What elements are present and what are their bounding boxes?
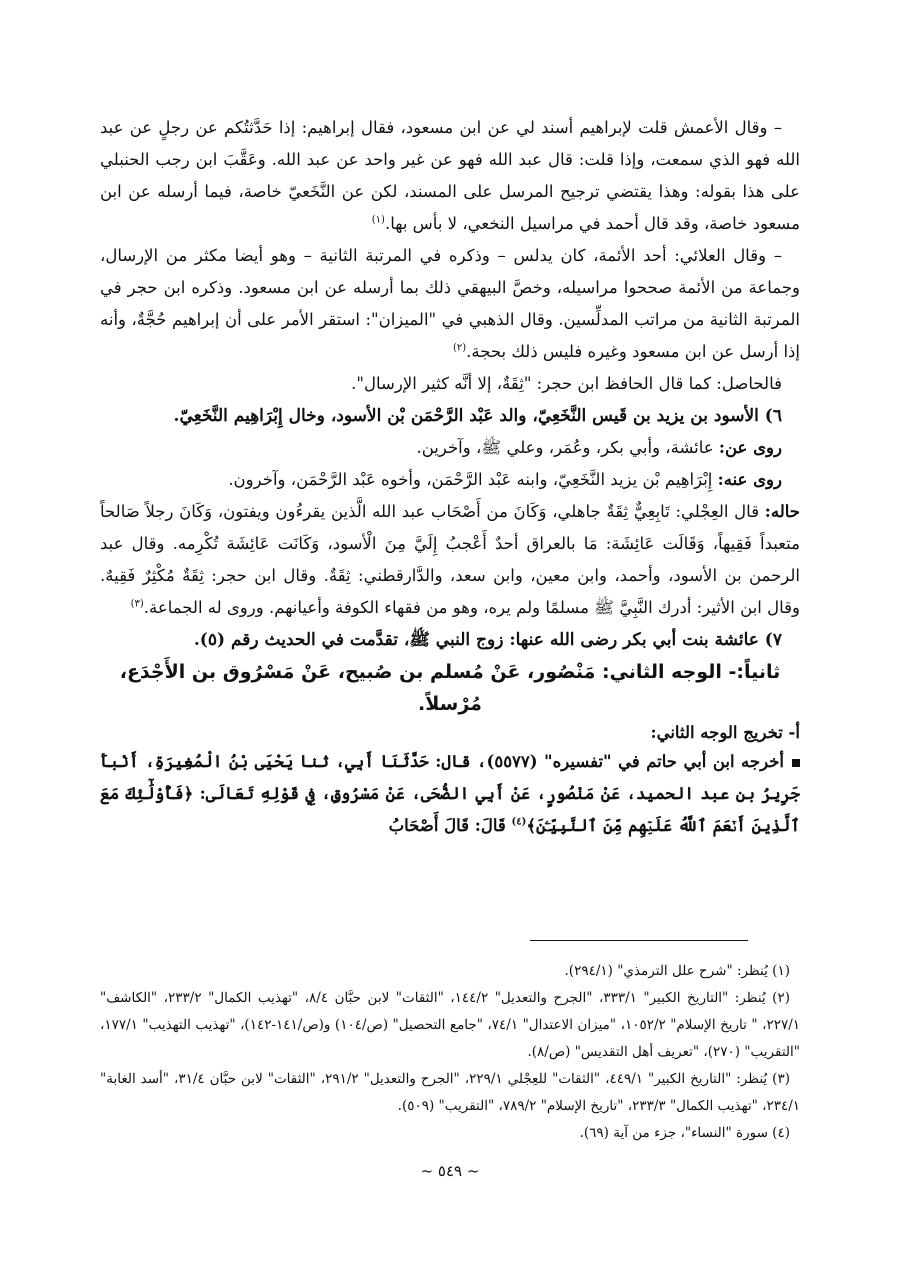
footnote-ref-4[interactable]: (٤) xyxy=(511,816,527,828)
footnote-ref-1[interactable]: (١) xyxy=(371,214,385,226)
narrated-from xyxy=(100,432,800,464)
footnote-1: (١) يُنظر: "شرح علل الترمذي" (٢٩٤/١). xyxy=(564,963,790,979)
paragraph-takhrij xyxy=(100,746,800,842)
page-number: ~ ٥٤٩ ~ xyxy=(420,1162,480,1180)
footnote-2: (٢) يُنظر: "التاريخ الكبير" ٣٣٣/١، "الجرح والتعديل" ١٤٤/٢، "الثقات" لابن حبَّان ٨/٤، "تهذيب الكمال" ٢٣٣/٢، "الكاشف" ٢٢٧/١، " تاريخ الإسلام" ١٠٥٢/٢، "ميزان الاعتدال" ٧٤/١، "جامع التحصيل" (ص/١٠٤) و(ص/١٤١-١٤٢)، "تهذيب التهذيب" ١٧٧/١، "التقريب" (٢٧٠)، "تعريف أهل التقديس" (ص/٨). xyxy=(100,990,800,1060)
main-text xyxy=(100,112,800,842)
narrator-heading-aswad: ٦) الأسود بن يزيد بن قَيس النَّخَعِيّ، والد عَبْد الرَّحْمَن بْن الأسود، وخال إِبْرَاهِيم النَّخَعِيّ. xyxy=(173,406,782,426)
footnote-3: (٣) يُنظر: "التاريخ الكبير" ٤٤٩/١، "الثقات" للعِجْلي ٢٢٩/١، "الجرح والتعديل" ٢٩١/٢، "الثقات" لابن حبَّان ٣١/٤، "أسد الغابة" ٢٣٤/١، "تهذيب الكمال" ٢٣٣/٣، "تاريخ الإسلام" ٧٨٩/٢، "التقريب" (٥٠٩). xyxy=(100,1071,800,1114)
subheading-takhrij: أ- تخريج الوجه الثاني: xyxy=(650,723,800,742)
section-heading-second-aspect: ثانياً:- الوجه الثاني: مَنْصُور، عَنْ مُسلم بن صُبيح، عَنْ مَسْرُوق بن الأَجْدَع، مُرْسلاً. xyxy=(119,661,781,715)
paragraph-takhrij-end: قَالَ: قَالَ أَصْحَابُ xyxy=(388,816,512,835)
narrated-by-label: روى عنه: xyxy=(717,470,782,489)
paragraph-alaai xyxy=(100,240,800,368)
paragraph-amash-text: – وقال الأعمش قلت لإبراهيم أسند لي عن ابن مسعود، فقال إبراهيم: إذا حَدَّثتُكم عن رجلٍ عن عبد الله فهو الذي سمعت، وإذا قلت: قال عبد الله فهو عن غير واحد عن عبد الله. وعَقَّبَ ابن رجب الحنبلي على هذا بقوله: وهذا يقتضي ترجيح المرسل على المسند، لكن عن النَّخَعيّ خاصة، فيما أرسله عن ابن مسعود خاصة، وقد قال أحمد في مراسيل النخعي، لا بأس بها. xyxy=(100,118,800,233)
narrator-status xyxy=(100,496,800,624)
paragraph-amash xyxy=(100,112,800,240)
narrated-from-label: روى عن: xyxy=(718,438,782,457)
footnote-4: (٤) سورة "النساء"، جزء من آية (٦٩). xyxy=(579,1125,790,1141)
footnote-separator xyxy=(530,940,748,941)
paragraph-conclusion: فالحاصل: كما قال الحافظ ابن حجر: "ثِقَةٌ، إلا أنَّه كثير الإرسال". xyxy=(351,374,782,393)
narrator-status-label: حاله: xyxy=(764,502,800,521)
footnote-ref-3[interactable]: (٣) xyxy=(130,598,144,610)
bullet-square-icon xyxy=(792,759,800,767)
narrated-by-text: إِبْرَاهِيم بْن يزيد النَّخَعِيّ، وابنه عَبْد الرَّحْمَن، وأخوه عَبْد الرَّحْمَن، وآخرون. xyxy=(228,470,718,489)
footnotes xyxy=(100,958,800,1147)
narrator-status-text: قال العِجْلي: تَابِعِيٌّ ثِقَةٌ جاهلي، وَكَانَ من أَصْحَاب عبد الله الَّذين يقرءُون ويفتون، وَكَانَ رجلاً صَالحاً متعبداً فَقِيهاً، وَقَالَت عَائِشَة: مَا بالعراق أحدٌ أَعْجبُ إِلَيَّ مِنَ الْأسود، وَكَانَت عَائِشَة تُكْرِمه. وقال عبد الرحمن بن الأسود، وأحمد، وابن معين، وابن سعد، والدَّارقطني: ثِقَةٌ. وقال ابن حجر: ثِقَةٌ مُكْثِرٌ فَقِيهٌ. وقال ابن الأثير: أدرك النَّبِيَّ ﷺ مسلمًا ولم يره، وهو من فقهاء الكوفة وأعيانهم. وروى له الجماعة. xyxy=(100,502,800,617)
narrated-from-text: عائشة، وأبي بكر، وعُمَر، وعلي ﷺ، وآخرين. xyxy=(416,438,719,457)
paragraph-alaai-text: – وقال العلائي: أحد الأئمة، كان يدلس – وذكره في المرتبة الثانية – وهو أيضا مكثر من الإرسال، وجماعة من الأئمة صححوا مراسيله، وخصَّ البيهقي ذلك بما أرسله عن ابن مسعود. وذكره ابن حجر في المرتبة الثانية من مراتب المدلِّسين. وقال الذهبي في "الميزان": استقر الأمر على أن إبراهيم حُجَّةٌ، وأنه إذا أرسل عن ابن مسعود وغيره فليس ذلك بحجة. xyxy=(100,246,800,361)
paragraph-takhrij-text: أخرجه ابن أبي حاتم في "تفسيره" (٥٥٧٧)، قال: حَدَّثَنَا أَبِي، ثنا يَحْيَى بْنُ الْمُغِيرَةِ، أَنْبأَ جَرِيرُ بن عبد الحميد، عَنْ مَنْصُورٍ، عَنْ أَبِي الضُّحَى، عَنْ مَسْرُوقٍ، فِي قَوْلِهِ تَعَالَى: ﴿فَأُوْلَٰٓئِكَ مَعَ ٱلَّذِينَ أَنۡعَمَ ٱللَّهُ عَلَيۡهِم مِّنَ ٱلنَّبِيِّـۧنَ﴾ xyxy=(100,752,800,835)
narrator-heading-aisha: ٧) عائشة بنت أبي بكر رضى الله عنها: زوج النبي ﷺ، تقدَّمت في الحديث رقم (٥). xyxy=(193,630,782,650)
narrated-by xyxy=(100,464,800,496)
footnote-ref-2[interactable]: (٢) xyxy=(452,342,467,354)
